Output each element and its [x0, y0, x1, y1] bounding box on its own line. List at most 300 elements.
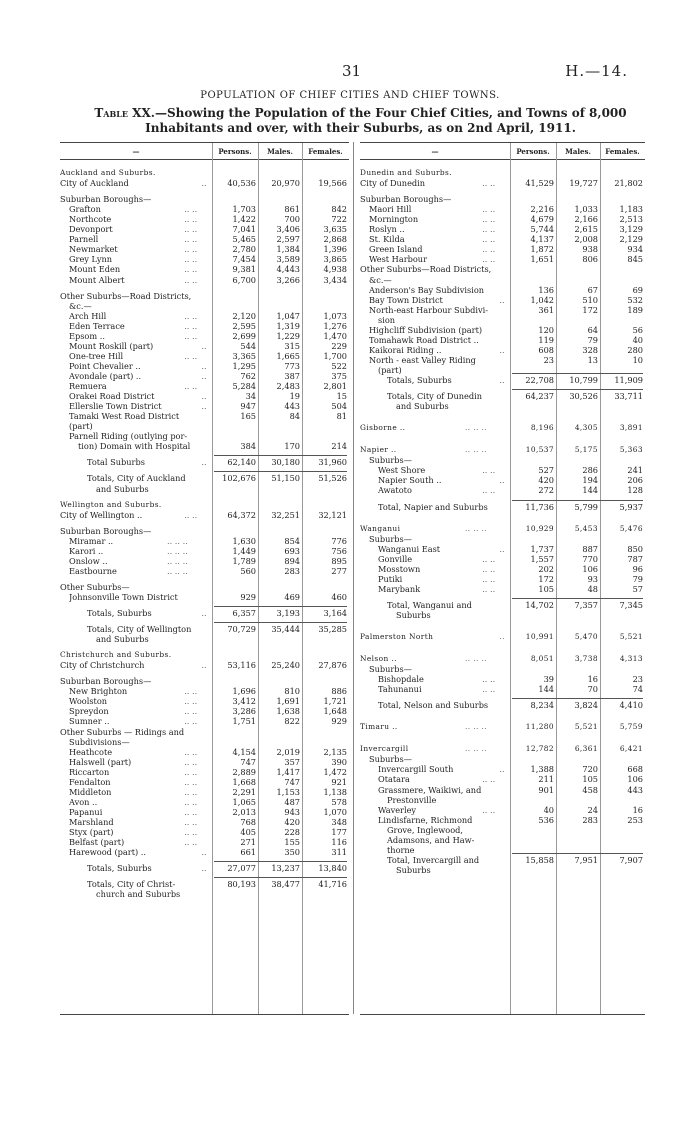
section-heading-row [360, 445, 645, 455]
persons-value: 3,286 [232, 706, 256, 717]
females-value: 5,937 [619, 501, 643, 512]
females-value: 5,759 [619, 722, 643, 732]
table-row [360, 455, 645, 465]
place-name: Northcote [69, 214, 112, 225]
place-name: Wellington and Suburbs. [60, 499, 162, 509]
persons-value: 144 [538, 684, 554, 695]
persons-value: 1,630 [232, 535, 256, 546]
persons-value: 2,595 [232, 320, 256, 331]
males-value: 144 [582, 485, 598, 496]
place-name: Gonville [378, 553, 413, 564]
table-row [60, 566, 349, 576]
table-row [360, 584, 645, 594]
table-row [60, 311, 349, 321]
table-row [360, 335, 645, 345]
table-row [360, 475, 645, 485]
leader-dots: .. .. [184, 796, 198, 807]
place-name: Totals, City of Dunedin [387, 391, 483, 402]
persons-value: 1,668 [232, 776, 256, 787]
females-value: 206 [627, 475, 643, 486]
place-name: Miramar .. [69, 535, 114, 546]
table-row [60, 889, 349, 899]
persons-value: 544 [240, 340, 256, 351]
table-row [60, 797, 349, 807]
place-name: Eden Terrace [69, 320, 125, 331]
leader-dots: .. [201, 340, 207, 351]
place-name: (part) [378, 365, 402, 375]
leader-dots: .. .. .. [465, 744, 487, 754]
table-row [60, 194, 349, 204]
males-value: 894 [284, 555, 300, 566]
leader-dots: .. .. .. [167, 535, 188, 546]
males-value: 64 [587, 324, 598, 335]
males-value: 20,970 [271, 178, 300, 189]
table-row [360, 204, 645, 214]
place-name: City of Wellington .. [60, 509, 143, 520]
table-row [360, 305, 645, 315]
persons-value: 10,929 [525, 523, 554, 533]
place-name: Karori .. [69, 545, 104, 556]
section-heading-row [60, 650, 349, 660]
place-name: Harewood (part) .. [69, 847, 147, 857]
males-value: 773 [284, 360, 300, 371]
leader-dots: .. [201, 391, 207, 402]
males-value: 1,638 [276, 706, 300, 717]
males-value: 7,951 [574, 854, 598, 865]
place-name: Total, Wanganui and [387, 599, 472, 610]
place-name: Newmarket [69, 244, 118, 255]
persons-value: 5,744 [530, 224, 554, 235]
table-row [60, 624, 349, 634]
males-value: 328 [582, 344, 598, 355]
place-name: Mornington [369, 214, 419, 225]
males-value: 720 [582, 764, 598, 775]
place-name: West Harbour [369, 254, 427, 265]
place-name: church and Suburbs [96, 889, 181, 900]
persons-value: 11,280 [525, 722, 554, 732]
place-name: Grove, Inglewood, [387, 824, 463, 835]
table-row [60, 321, 349, 331]
males-value: 70 [587, 684, 598, 695]
males-value: 2,166 [574, 214, 598, 225]
leader-dots: .. .. [184, 214, 198, 225]
leader-dots: .. .. .. [167, 565, 188, 576]
place-name: Fendalton [69, 776, 111, 787]
persons-value: 527 [538, 465, 554, 476]
table-row [60, 254, 349, 264]
leader-dots: .. .. [184, 264, 198, 275]
persons-value: 3,412 [232, 696, 256, 707]
females-value: 348 [331, 816, 347, 827]
column-header-females: Females. [308, 147, 343, 156]
females-value: 504 [331, 401, 347, 412]
females-value: 787 [627, 553, 643, 564]
table-row [60, 847, 349, 857]
males-value: 5,470 [574, 632, 598, 641]
place-name: Suburbs— [369, 455, 412, 466]
section-heading-row [60, 500, 349, 510]
leader-dots: .. [201, 178, 207, 189]
females-value: 56 [632, 324, 643, 335]
place-name: Invercargill [360, 744, 409, 754]
section-heading-row [360, 722, 645, 732]
males-value: 19 [289, 391, 300, 402]
persons-value: 405 [240, 826, 256, 837]
table-row [60, 536, 349, 546]
place-name: Other Suburbs— [60, 581, 130, 592]
place-name: Remuera [69, 381, 107, 391]
persons-value: 172 [538, 573, 554, 584]
males-value: 943 [284, 806, 300, 817]
place-name: City of Auckland [60, 178, 129, 189]
males-value: 315 [284, 340, 300, 351]
place-name: Suburbs— [369, 754, 412, 765]
place-name: Grafton [69, 204, 101, 215]
persons-value: 119 [538, 334, 554, 345]
place-name: Bay Town District [369, 294, 443, 305]
persons-value: 10,537 [525, 445, 554, 455]
females-value: 35,285 [318, 624, 347, 634]
males-value: 32,251 [271, 509, 300, 520]
males-value: 861 [284, 204, 300, 215]
table-row [60, 526, 349, 536]
place-name: and Suburbs [396, 401, 449, 412]
place-name: Awatoto [378, 485, 412, 496]
table-row [60, 737, 349, 747]
males-value: 283 [582, 814, 598, 825]
females-value: 311 [331, 847, 347, 857]
table-row [60, 676, 349, 686]
males-value: 350 [284, 847, 300, 857]
persons-value: 384 [240, 441, 256, 452]
table-row [360, 610, 645, 620]
table-row [360, 554, 645, 564]
females-value: 895 [331, 555, 347, 566]
females-value: 1,183 [619, 204, 643, 215]
table-row [60, 391, 349, 401]
persons-value: 420 [538, 475, 554, 486]
females-value: 460 [331, 591, 347, 602]
table-row [360, 275, 645, 285]
section-heading-row [360, 632, 645, 642]
leader-dots: .. .. .. [167, 545, 188, 556]
section-heading-row [60, 168, 349, 178]
column-header-females: Females. [605, 147, 640, 156]
place-name: Totals, City of Wellington [87, 624, 192, 634]
place-name: Johnsonville Town District [69, 591, 178, 602]
females-value: 1,648 [323, 706, 347, 717]
leader-dots: .. [499, 475, 505, 486]
females-value: 929 [331, 716, 347, 727]
place-name: Tamaki West Road District [69, 411, 180, 422]
leader-dots: .. [499, 344, 505, 355]
females-value: 3,635 [323, 224, 347, 235]
persons-value: 8,196 [530, 423, 554, 433]
females-value: 1,721 [323, 696, 347, 707]
persons-value: 8,234 [530, 700, 554, 711]
persons-value: 41,529 [525, 178, 554, 189]
place-name: Timaru .. [360, 722, 398, 732]
leader-dots: .. [201, 360, 207, 371]
leader-dots: .. .. [482, 583, 496, 594]
table-row [360, 375, 645, 385]
place-name: Middleton [69, 786, 112, 797]
place-name: Suburban Boroughs— [360, 194, 452, 205]
place-name: Suburbs— [369, 664, 412, 675]
place-name: Papanui [69, 806, 103, 817]
table-row [60, 214, 349, 224]
table-row [60, 817, 349, 827]
table-row [360, 264, 645, 274]
males-value: 458 [582, 784, 598, 795]
table-row [360, 224, 645, 234]
place-name: Orakei Road District [69, 391, 155, 402]
females-value: 886 [331, 686, 347, 697]
males-value: 286 [582, 465, 598, 476]
persons-value: 6,700 [232, 274, 256, 285]
persons-value: 272 [538, 485, 554, 496]
leader-dots: .. .. [482, 465, 496, 476]
leader-dots: .. [499, 632, 505, 641]
females-value: 2,868 [323, 234, 347, 245]
males-value: 19,727 [569, 178, 598, 189]
persons-value: 901 [538, 784, 554, 795]
leader-dots: .. .. [184, 696, 198, 707]
females-value: 7,907 [619, 854, 643, 865]
males-value: 30,526 [569, 391, 598, 402]
table-row [60, 727, 349, 737]
persons-value: 211 [538, 774, 554, 785]
page-heading: POPULATION OF CHIEF CITIES AND CHIEF TOWNS. [200, 90, 500, 101]
section-heading-row [360, 423, 645, 433]
place-name: Marybank [378, 583, 421, 594]
persons-value: 2,216 [530, 204, 554, 215]
females-value: 1,700 [323, 350, 347, 361]
table-row [60, 660, 349, 670]
leader-dots: .. [201, 401, 207, 412]
persons-value: 102,676 [222, 473, 256, 484]
table-row [360, 764, 645, 774]
leader-dots: .. .. [184, 706, 198, 717]
table-row [60, 546, 349, 556]
males-value: 3,589 [276, 254, 300, 265]
table-row [360, 855, 645, 865]
table-row [60, 777, 349, 787]
males-value: 93 [587, 573, 598, 584]
males-value: 194 [582, 475, 598, 486]
persons-value: 64,237 [525, 391, 554, 402]
leader-dots: .. .. [184, 274, 198, 285]
females-value: 214 [331, 441, 347, 452]
table-row [60, 473, 349, 483]
persons-value: 947 [240, 401, 256, 412]
table-row [60, 747, 349, 757]
persons-value: 4,137 [530, 234, 554, 245]
leader-dots: .. .. [184, 320, 198, 331]
persons-value: 1,751 [232, 716, 256, 727]
persons-value: 120 [538, 324, 554, 335]
males-value: 806 [582, 254, 598, 265]
place-name: Styx (part) [69, 826, 114, 837]
place-name: Mount Eden [69, 264, 121, 275]
left-column-headers [60, 142, 349, 160]
table-row [60, 234, 349, 244]
leader-dots: .. .. [184, 746, 198, 757]
place-name: Arch Hill [69, 310, 107, 321]
males-value: 5,453 [574, 523, 598, 533]
females-value: 921 [331, 776, 347, 787]
males-value: 700 [284, 214, 300, 225]
females-value: 253 [627, 814, 643, 825]
place-name: North-east Harbour Subdivi- [369, 304, 489, 315]
males-value: 3,266 [276, 274, 300, 285]
table-row [60, 411, 349, 421]
place-name: Other Suburbs—Road Districts, [360, 264, 492, 275]
place-name: Bishopdale [378, 674, 424, 685]
place-name: Mount Roskill (part) [69, 340, 154, 351]
females-value: 1,276 [323, 320, 347, 331]
leader-dots: .. .. .. [167, 555, 188, 566]
place-name: Suburbs— [369, 533, 412, 544]
leader-dots: .. [499, 375, 505, 385]
persons-value: 2,013 [232, 806, 256, 817]
place-name: Tomahawk Road District .. [369, 334, 479, 345]
persons-value: 202 [538, 563, 554, 574]
table-number: Table XX. [94, 106, 155, 120]
females-value: 756 [331, 545, 347, 556]
persons-value: 34 [245, 391, 256, 402]
females-value: 27,876 [318, 660, 347, 671]
leader-dots: .. .. [482, 254, 496, 265]
males-value: 510 [582, 294, 598, 305]
females-value: 4,938 [323, 264, 347, 275]
place-name: Spreydon [69, 706, 109, 717]
leader-dots: .. .. [184, 826, 198, 837]
place-name: Epsom .. [69, 330, 105, 341]
table-row [60, 510, 349, 520]
leader-dots: .. [201, 660, 207, 671]
females-value: 69 [632, 284, 643, 295]
females-value: 79 [632, 573, 643, 584]
females-value: 57 [632, 583, 643, 594]
males-value: 3,824 [574, 700, 598, 711]
males-value: 387 [284, 371, 300, 381]
males-value: 1,153 [276, 786, 300, 797]
place-name: Total, Invercargill and [387, 854, 480, 865]
place-name: (part) [69, 421, 93, 432]
table-row [360, 254, 645, 264]
persons-value: 6,357 [232, 608, 256, 618]
persons-value: 40 [543, 804, 554, 815]
total-rule [512, 373, 643, 374]
place-name: Halswell (part) [69, 756, 132, 767]
males-value: 79 [587, 334, 598, 345]
place-name: Mosstown [378, 563, 421, 574]
females-value: 3,865 [323, 254, 347, 265]
leader-dots: .. [499, 294, 505, 305]
females-value: 16 [632, 804, 643, 815]
right-table-body [360, 160, 645, 1015]
females-value: 19,566 [318, 178, 347, 189]
males-value: 24 [587, 804, 598, 815]
table-row [360, 345, 645, 355]
place-name: Suburbs [396, 609, 431, 620]
place-name: Green Island [369, 244, 423, 255]
females-value: 375 [331, 371, 347, 381]
page-number: 31 [342, 62, 362, 80]
table-row [360, 574, 645, 584]
females-value: 934 [627, 244, 643, 255]
males-value: 1,691 [276, 696, 300, 707]
table-row [60, 807, 349, 817]
place-name: Mount Albert [69, 274, 125, 285]
males-value: 1,665 [276, 350, 300, 361]
place-name: West Shore [378, 465, 426, 476]
leader-dots: .. .. [184, 310, 198, 321]
table-row [60, 301, 349, 311]
persons-value: 27,077 [227, 863, 256, 874]
place-name: Parnell Riding (outlying por- [69, 431, 188, 442]
females-value: 116 [331, 837, 347, 847]
column-header-name: — [132, 147, 140, 156]
persons-value: 1,295 [232, 360, 256, 371]
females-value: 2,513 [619, 214, 643, 225]
table-row [360, 825, 645, 835]
males-value: 105 [582, 774, 598, 785]
place-name: Waverley [378, 804, 417, 815]
leader-dots: .. .. [482, 224, 496, 235]
leader-dots: .. .. [184, 244, 198, 255]
males-value: 10,799 [569, 375, 598, 385]
persons-value: 747 [240, 756, 256, 767]
females-value: 5,476 [619, 523, 643, 533]
table-row [360, 684, 645, 694]
males-value: 35,444 [271, 624, 300, 634]
place-name: Totals, Suburbs [87, 863, 152, 874]
table-row [360, 485, 645, 495]
leader-dots: .. .. [184, 766, 198, 777]
place-name: Ellerslie Town District [69, 401, 162, 412]
females-value: 3,434 [323, 274, 347, 285]
females-value: 668 [627, 764, 643, 775]
place-name: Suburbs [396, 864, 431, 875]
males-value: 84 [289, 411, 300, 422]
males-value: 155 [284, 837, 300, 847]
place-name: Avon .. [69, 796, 98, 807]
females-value: 1,396 [323, 244, 347, 255]
females-value: 277 [331, 565, 347, 576]
persons-value: 62,140 [227, 457, 256, 468]
section-heading-row [360, 168, 645, 178]
column-separator [353, 142, 354, 1014]
place-name: Suburban Boroughs— [60, 194, 152, 205]
leader-dots: .. .. [184, 234, 198, 245]
column-header-males: Males. [565, 147, 591, 156]
females-value: 1,138 [323, 786, 347, 797]
males-value: 1,417 [276, 766, 300, 777]
males-value: 4,305 [574, 423, 598, 433]
place-name: Total, Napier and Suburbs [378, 501, 488, 512]
persons-value: 4,154 [232, 746, 256, 757]
table-row [60, 204, 349, 214]
males-value: 2,008 [574, 234, 598, 245]
leader-dots: .. .. [482, 244, 496, 255]
leader-dots: .. .. .. [465, 654, 487, 663]
males-value: 16 [587, 674, 598, 685]
males-value: 1,229 [276, 330, 300, 341]
females-value: 229 [331, 340, 347, 351]
table-row [60, 421, 349, 431]
